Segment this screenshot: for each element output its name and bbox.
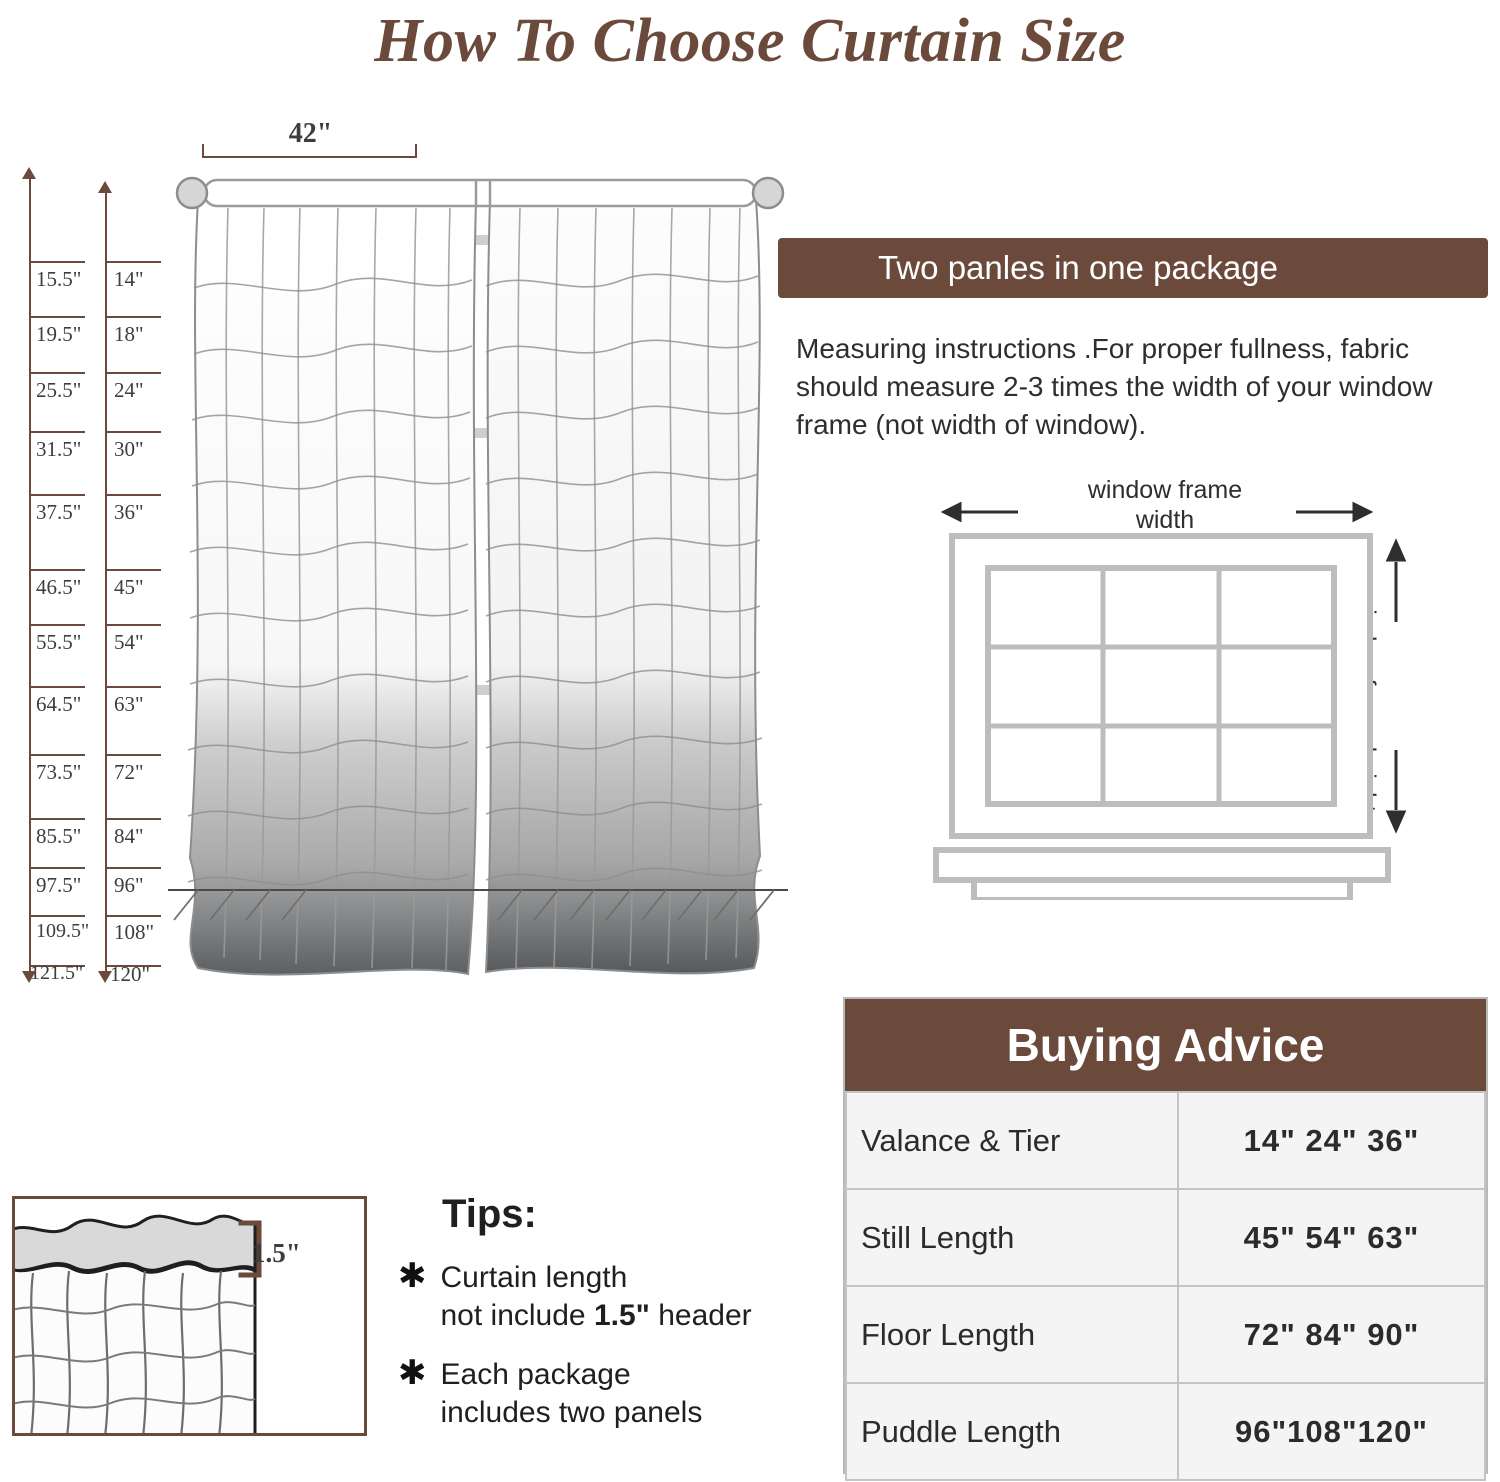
scale-tick [105, 686, 161, 688]
window-frame-width-line1: window frame [1087, 476, 1243, 504]
outer-scale-label: 97.5" [36, 873, 82, 897]
scale-tick [105, 624, 161, 626]
buying-advice-values: 72" 84" 90" [1178, 1286, 1485, 1383]
outer-scale-axis [29, 179, 31, 979]
outer-scale-top-arrow [22, 167, 36, 179]
buying-advice-title: Buying Advice [845, 999, 1486, 1091]
inner-scale-label: 18" [114, 322, 144, 346]
curtain-width-label: 42" [288, 118, 333, 149]
inner-scale-label: 120" [110, 962, 151, 986]
scale-tick [29, 818, 85, 820]
curtain-illustration [168, 168, 788, 998]
scale-tick [105, 915, 161, 917]
outer-scale-label: 121.5" [30, 962, 84, 984]
table-row [846, 1092, 1485, 1189]
window-frame-width-line2: width [1135, 505, 1195, 534]
scale-tick [29, 624, 85, 626]
star-icon: ✱ [398, 1257, 427, 1295]
tip-line1: Each package [440, 1358, 631, 1391]
scale-tick [29, 686, 85, 688]
tips-section [398, 1192, 858, 1453]
page-title: How To Choose Curtain Size [374, 7, 1126, 75]
header-measure-label: 1.5" [252, 1238, 301, 1268]
tip-line2-bold: 1.5" [593, 1298, 650, 1332]
buying-advice-panel [843, 997, 1488, 1474]
two-panels-banner: Two panles in one package [778, 238, 1488, 298]
inner-scale-label: 14" [114, 267, 144, 291]
scale-tick [105, 867, 161, 869]
inner-scale-label: 24" [114, 378, 144, 402]
inner-scale-label: 72" [114, 760, 144, 784]
tip-text [441, 1259, 752, 1334]
scale-tick [29, 569, 85, 571]
table-row [846, 1286, 1485, 1383]
outer-scale-label: 37.5" [36, 500, 82, 524]
outer-scale-bottom-arrow [22, 971, 36, 983]
scale-tick [29, 867, 85, 869]
outer-scale-label: 109.5" [36, 920, 90, 942]
scale-tick [105, 431, 161, 433]
table-row [846, 1383, 1485, 1480]
scale-tick [29, 754, 85, 756]
inner-scale-label: 108" [114, 920, 155, 944]
measuring-instructions-text: Measuring instructions .For proper fullness, fabric should measure 2-3 times the width of your window frame (not width of window). [796, 333, 1433, 440]
width-marker-right-cap [415, 144, 417, 158]
window-diagram [930, 470, 1410, 900]
outer-scale-label: 55.5" [36, 630, 82, 654]
scale-tick [29, 431, 85, 433]
outer-scale-label: 15.5" [36, 267, 82, 291]
scale-tick [105, 261, 161, 263]
buying-advice-table [845, 1091, 1486, 1481]
inner-scale-axis [105, 193, 107, 979]
star-icon: ✱ [398, 1354, 427, 1392]
tip-line1: Curtain length [440, 1261, 628, 1294]
inner-scale-label: 45" [114, 575, 144, 599]
tip-line2-pre: includes two panels [440, 1395, 703, 1429]
tip-item [398, 1259, 858, 1334]
scale-tick [105, 316, 161, 318]
tip-item [398, 1356, 858, 1431]
inner-scale-top-arrow [98, 181, 112, 193]
scale-tick [105, 754, 161, 756]
length-scale [10, 165, 190, 985]
scale-tick [29, 316, 85, 318]
inner-scale-label: 36" [114, 500, 144, 524]
inner-scale-label: 54" [114, 630, 144, 654]
inner-scale-bottom-arrow [98, 971, 112, 983]
buying-advice-values: 14" 24" 36" [1178, 1092, 1485, 1189]
scale-tick [29, 915, 85, 917]
buying-advice-values: 96"108"120" [1178, 1383, 1485, 1480]
outer-scale-label: 85.5" [36, 824, 82, 848]
tip-text [441, 1356, 703, 1431]
buying-advice-label: Still Length [846, 1189, 1178, 1286]
tips-title: Tips: [442, 1192, 537, 1236]
width-marker-bar [202, 156, 417, 158]
buying-advice-label: Valance & Tier [846, 1092, 1178, 1189]
tip-line2-post: header [649, 1298, 752, 1332]
outer-scale-label: 19.5" [36, 322, 82, 346]
outer-scale-label: 25.5" [36, 378, 82, 402]
width-marker-left-cap [202, 144, 204, 158]
buying-advice-values: 45" 54" 63" [1178, 1189, 1485, 1286]
scale-tick [29, 494, 85, 496]
curtain-header-detail [12, 1196, 367, 1436]
outer-scale-label: 46.5" [36, 575, 82, 599]
tip-line2-pre: not include [440, 1298, 594, 1332]
inner-scale-label: 63" [114, 692, 144, 716]
scale-tick [105, 818, 161, 820]
scale-tick [105, 494, 161, 496]
inner-scale-label: 84" [114, 824, 144, 848]
scale-tick [105, 569, 161, 571]
scale-tick [29, 261, 85, 263]
inner-scale-label: 96" [114, 873, 144, 897]
buying-advice-label: Puddle Length [846, 1383, 1178, 1480]
scale-tick [29, 372, 85, 374]
scale-tick [105, 372, 161, 374]
table-row [846, 1189, 1485, 1286]
outer-scale-label: 73.5" [36, 760, 82, 784]
buying-advice-label: Floor Length [846, 1286, 1178, 1383]
outer-scale-label: 31.5" [36, 437, 82, 461]
outer-scale-label: 64.5" [36, 692, 82, 716]
inner-scale-label: 30" [114, 437, 144, 461]
